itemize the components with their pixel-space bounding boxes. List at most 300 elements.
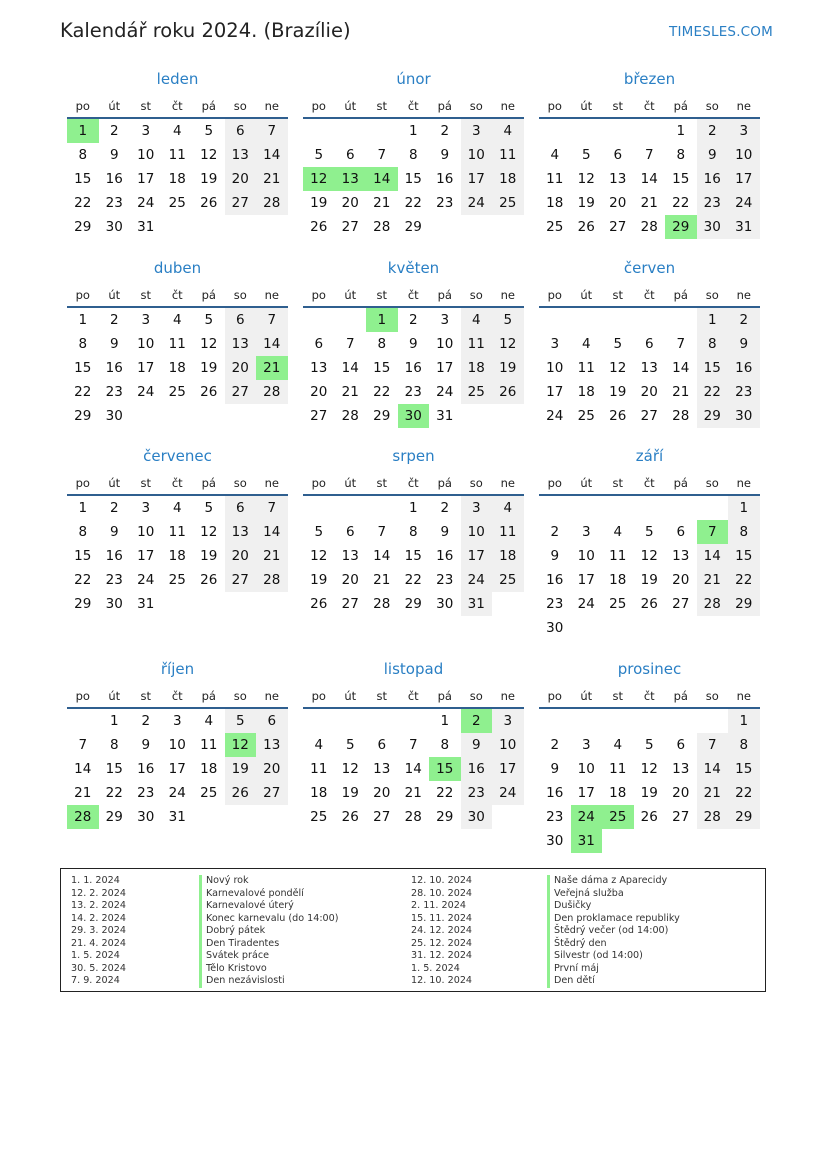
day-cell: 14	[697, 757, 729, 781]
holiday-day-cell: 1	[366, 308, 398, 332]
day-cell: 3	[581, 524, 591, 540]
day-cell: 19	[200, 360, 218, 376]
legend-date: 1. 5. 2024	[71, 950, 120, 961]
weekday-label: čt	[171, 288, 183, 302]
legend-holiday-name: Karnevalové pondělí	[199, 888, 339, 901]
day-cell: 15	[74, 548, 92, 564]
month-name: říjen	[160, 660, 195, 678]
weekday-header	[67, 288, 288, 308]
day-cell: 10	[546, 360, 564, 376]
day-cell: 7	[408, 737, 418, 753]
day-cell: 3	[492, 709, 524, 733]
day-cell: 7	[256, 119, 288, 143]
legend-date: 29. 3. 2024	[71, 925, 126, 936]
day-cell: 17	[577, 572, 595, 588]
day-cell: 17	[577, 785, 595, 801]
weekday-label: út	[344, 288, 357, 302]
day-cell: 25	[310, 809, 328, 825]
day-cell: 25	[546, 219, 564, 235]
weekday-label: čt	[407, 476, 419, 490]
day-cell: 25	[168, 572, 186, 588]
weekday-label: ne	[264, 476, 279, 490]
day-cell: 7	[697, 733, 729, 757]
day-cell: 26	[492, 380, 524, 404]
weekday-label: ne	[736, 689, 751, 703]
day-cell: 25	[168, 384, 186, 400]
day-cell: 12	[492, 332, 524, 356]
day-cell: 1	[408, 123, 418, 139]
day-cell: 4	[204, 713, 214, 729]
day-cell: 15	[672, 171, 690, 187]
legend-holiday-name: Naše dáma z Aparecidy	[547, 875, 680, 888]
legend-holiday-name: Svátek práce	[199, 950, 339, 963]
weekday-label: ne	[736, 99, 751, 113]
legend-holiday-name: Den dětí	[547, 975, 680, 988]
day-cell: 14	[256, 332, 288, 356]
day-cell: 28	[672, 408, 690, 424]
day-cell: 22	[74, 384, 92, 400]
day-cell: 22	[74, 572, 92, 588]
day-cell: 30	[105, 219, 123, 235]
day-cell: 13	[225, 332, 257, 356]
weekday-label: ne	[264, 689, 279, 703]
legend-holiday-name: Štědrý den	[547, 938, 680, 951]
day-cell: 20	[672, 572, 690, 588]
day-cell: 30	[436, 596, 454, 612]
weekday-label: po	[311, 99, 326, 113]
legend-dates	[71, 875, 126, 988]
day-cell: 25	[200, 785, 218, 801]
weekday-label: pá	[437, 99, 452, 113]
holiday-day-cell: 28	[67, 805, 99, 829]
day-cell: 5	[204, 500, 214, 516]
legend-holiday-name: Silvestr (od 14:00)	[547, 950, 680, 963]
legend-names	[547, 875, 680, 988]
day-cell: 10	[137, 147, 155, 163]
day-cell: 22	[697, 380, 729, 404]
day-cell: 23	[461, 781, 493, 805]
day-cell: 20	[225, 167, 257, 191]
day-cell: 29	[404, 596, 422, 612]
day-cell: 27	[225, 380, 257, 404]
day-cell: 9	[408, 336, 418, 352]
day-cell: 12	[310, 548, 328, 564]
legend-date: 1. 5. 2024	[411, 962, 460, 974]
weekday-header	[539, 476, 760, 496]
holiday-day-cell: 24	[571, 805, 603, 829]
month-name: červenec	[143, 447, 212, 465]
day-cell: 9	[440, 524, 450, 540]
day-cell: 2	[728, 308, 760, 332]
day-cell: 26	[640, 596, 658, 612]
legend-date: 2. 11. 2024	[411, 900, 466, 911]
day-cell: 18	[609, 572, 627, 588]
weekday-label: po	[547, 288, 562, 302]
day-cell: 4	[550, 147, 560, 163]
day-cell: 6	[225, 119, 257, 143]
legend-holiday-name: Veřejná služba	[547, 888, 680, 901]
day-cell: 21	[640, 195, 658, 211]
holiday-day-cell: 21	[256, 356, 288, 380]
day-cell: 15	[74, 171, 92, 187]
day-cell: 18	[546, 195, 564, 211]
day-cell: 11	[492, 143, 524, 167]
day-cell: 23	[436, 195, 454, 211]
day-cell: 17	[168, 761, 186, 777]
day-cell: 10	[461, 520, 493, 544]
weekday-label: po	[75, 99, 90, 113]
day-cell: 11	[168, 524, 186, 540]
day-cell: 19	[609, 384, 627, 400]
day-cell: 19	[225, 757, 257, 781]
weekday-label: po	[311, 476, 326, 490]
day-cell: 7	[256, 308, 288, 332]
day-cell: 15	[74, 360, 92, 376]
day-cell: 11	[310, 761, 328, 777]
legend-date: 7. 9. 2024	[71, 975, 120, 986]
day-cell: 14	[640, 171, 658, 187]
holiday-day-cell: 7	[697, 520, 729, 544]
day-cell: 23	[546, 596, 564, 612]
day-cell: 20	[640, 384, 658, 400]
day-cell: 8	[78, 336, 88, 352]
weekday-label: ne	[500, 99, 515, 113]
day-cell: 2	[109, 500, 119, 516]
day-cell: 12	[200, 524, 218, 540]
weekday-label: út	[108, 476, 121, 490]
day-cell: 13	[225, 520, 257, 544]
month-name: září	[635, 447, 664, 465]
day-cell: 22	[404, 572, 422, 588]
day-cell: 12	[640, 548, 658, 564]
day-cell: 5	[644, 737, 654, 753]
day-cell: 31	[168, 809, 186, 825]
day-cell: 26	[200, 384, 218, 400]
holiday-day-cell: 30	[398, 404, 430, 428]
weekday-label: út	[344, 476, 357, 490]
day-cell: 24	[492, 781, 524, 805]
day-cell: 19	[310, 195, 328, 211]
day-cell: 20	[609, 195, 627, 211]
day-cell: 20	[225, 544, 257, 568]
day-cell: 27	[256, 781, 288, 805]
day-cell: 18	[168, 360, 186, 376]
day-cell: 4	[314, 737, 324, 753]
weekday-label: pá	[673, 288, 688, 302]
weekday-label: čt	[643, 689, 655, 703]
day-cell: 15	[404, 548, 422, 564]
day-cell: 27	[373, 809, 391, 825]
day-cell: 13	[225, 143, 257, 167]
day-cell: 10	[577, 761, 595, 777]
legend-holiday-name: Nový rok	[199, 875, 339, 888]
day-cell: 26	[640, 809, 658, 825]
weekday-label: pá	[437, 288, 452, 302]
weekday-label: út	[580, 476, 593, 490]
weekday-label: po	[547, 99, 562, 113]
day-cell: 2	[440, 500, 450, 516]
weekday-label: so	[469, 689, 483, 703]
day-cell: 30	[697, 215, 729, 239]
day-cell: 19	[200, 171, 218, 187]
weekday-label: ne	[500, 689, 515, 703]
day-cell: 23	[728, 380, 760, 404]
day-cell: 28	[256, 380, 288, 404]
day-cell: 9	[109, 336, 119, 352]
legend-holiday-name: Dobrý pátek	[199, 925, 339, 938]
day-cell: 18	[461, 356, 493, 380]
day-cell: 3	[141, 500, 151, 516]
weekday-header	[539, 288, 760, 308]
weekday-label: pá	[201, 689, 216, 703]
day-cell: 10	[137, 524, 155, 540]
day-cell: 26	[341, 809, 359, 825]
weekday-header	[539, 99, 760, 119]
day-cell: 16	[105, 171, 123, 187]
holiday-day-cell: 25	[602, 805, 634, 829]
day-cell: 28	[341, 408, 359, 424]
day-cell: 3	[461, 119, 493, 143]
day-cell: 27	[672, 596, 690, 612]
legend-holiday-name: Tělo Kristovo	[199, 963, 339, 976]
day-cell: 31	[137, 219, 155, 235]
day-cell: 7	[377, 147, 387, 163]
day-cell: 28	[640, 219, 658, 235]
day-cell: 18	[310, 785, 328, 801]
legend-holiday-name: Den nezávislosti	[199, 975, 339, 988]
day-cell: 14	[672, 360, 690, 376]
day-cell: 20	[225, 356, 257, 380]
day-cell: 5	[644, 524, 654, 540]
weekday-label: so	[705, 476, 719, 490]
day-cell: 14	[256, 143, 288, 167]
day-cell: 10	[492, 733, 524, 757]
day-cell: 25	[577, 408, 595, 424]
day-cell: 6	[225, 496, 257, 520]
weekday-label: po	[75, 288, 90, 302]
day-cell: 14	[697, 544, 729, 568]
legend-date: 15. 11. 2024	[411, 912, 473, 924]
day-cell: 25	[492, 191, 524, 215]
day-cell: 3	[141, 312, 151, 328]
weekday-label: so	[469, 99, 483, 113]
weekday-label: čt	[643, 476, 655, 490]
day-cell: 23	[436, 572, 454, 588]
day-cell: 11	[168, 147, 186, 163]
legend-date: 1. 1. 2024	[71, 875, 120, 886]
day-cell: 8	[408, 147, 418, 163]
day-cell: 23	[105, 384, 123, 400]
day-cell: 1	[697, 308, 729, 332]
month-name: srpen	[392, 447, 435, 465]
day-cell: 10	[728, 143, 760, 167]
weekday-label: ne	[736, 476, 751, 490]
day-cell: 21	[697, 781, 729, 805]
day-cell: 16	[546, 572, 564, 588]
day-cell: 28	[697, 805, 729, 829]
legend-date: 12. 10. 2024	[411, 875, 473, 886]
weekday-label: so	[705, 288, 719, 302]
day-cell: 30	[546, 620, 564, 636]
day-cell: 23	[404, 384, 422, 400]
day-cell: 22	[728, 781, 760, 805]
day-cell: 9	[550, 761, 560, 777]
weekday-header	[303, 476, 524, 496]
site-link[interactable]: TIMESLES.COM	[669, 24, 773, 40]
day-cell: 28	[373, 596, 391, 612]
month-name: březen	[623, 70, 676, 88]
day-cell: 20	[341, 572, 359, 588]
day-cell: 9	[109, 147, 119, 163]
legend-date: 31. 12. 2024	[411, 950, 473, 961]
day-cell: 8	[78, 147, 88, 163]
month-name: leden	[156, 70, 199, 88]
day-cell: 10	[168, 737, 186, 753]
day-cell: 1	[440, 713, 450, 729]
holiday-day-cell: 13	[335, 167, 367, 191]
day-cell: 13	[310, 360, 328, 376]
day-cell: 3	[440, 312, 450, 328]
day-cell: 9	[109, 524, 119, 540]
day-cell: 29	[728, 592, 760, 616]
day-cell: 17	[137, 548, 155, 564]
day-cell: 9	[440, 147, 450, 163]
day-cell: 21	[404, 785, 422, 801]
day-cell: 28	[256, 191, 288, 215]
weekday-label: út	[580, 689, 593, 703]
day-cell: 1	[728, 709, 760, 733]
weekday-label: čt	[407, 689, 419, 703]
weekday-label: st	[140, 476, 151, 490]
day-cell: 11	[461, 332, 493, 356]
day-cell: 6	[314, 336, 324, 352]
day-cell: 15	[697, 356, 729, 380]
weekday-header	[539, 689, 760, 709]
day-cell: 21	[74, 785, 92, 801]
legend-dates	[411, 875, 472, 988]
day-cell: 13	[341, 548, 359, 564]
day-cell: 2	[109, 123, 119, 139]
day-cell: 29	[74, 408, 92, 424]
weekday-label: po	[311, 288, 326, 302]
weekday-label: st	[140, 99, 151, 113]
day-cell: 17	[492, 757, 524, 781]
day-cell: 28	[404, 809, 422, 825]
day-cell: 16	[728, 356, 760, 380]
month-name: prosinec	[617, 660, 682, 678]
day-cell: 6	[256, 709, 288, 733]
day-cell: 17	[436, 360, 454, 376]
day-cell: 9	[461, 733, 493, 757]
legend-names	[199, 875, 339, 988]
day-cell: 23	[697, 191, 729, 215]
legend-holiday-name: Štědrý večer (od 14:00)	[547, 925, 680, 938]
day-cell: 26	[310, 596, 328, 612]
weekday-label: st	[376, 689, 387, 703]
weekday-label: pá	[201, 288, 216, 302]
day-cell: 22	[672, 195, 690, 211]
day-cell: 8	[109, 737, 119, 753]
day-cell: 16	[697, 167, 729, 191]
weekday-label: pá	[201, 99, 216, 113]
day-cell: 29	[74, 219, 92, 235]
day-cell: 9	[728, 332, 760, 356]
day-cell: 8	[408, 524, 418, 540]
holiday-day-cell: 14	[366, 167, 398, 191]
day-cell: 3	[172, 713, 182, 729]
day-cell: 21	[672, 384, 690, 400]
day-cell: 29	[697, 404, 729, 428]
day-cell: 27	[310, 408, 328, 424]
day-cell: 12	[640, 761, 658, 777]
day-cell: 28	[697, 592, 729, 616]
day-cell: 4	[613, 737, 623, 753]
weekday-header	[67, 476, 288, 496]
day-cell: 13	[640, 360, 658, 376]
day-cell: 14	[256, 520, 288, 544]
day-cell: 24	[137, 195, 155, 211]
day-cell: 11	[546, 171, 564, 187]
day-cell: 14	[74, 761, 92, 777]
day-cell: 15	[728, 757, 760, 781]
day-cell: 1	[78, 500, 88, 516]
day-cell: 5	[225, 709, 257, 733]
day-cell: 20	[256, 757, 288, 781]
holiday-day-cell: 2	[461, 709, 493, 733]
legend-holiday-name: Konec karnevalu (do 14:00)	[199, 913, 339, 926]
day-cell: 6	[345, 147, 355, 163]
weekday-label: út	[344, 689, 357, 703]
day-cell: 24	[461, 191, 493, 215]
day-cell: 15	[105, 761, 123, 777]
weekday-label: čt	[171, 689, 183, 703]
day-cell: 14	[373, 548, 391, 564]
day-cell: 5	[492, 308, 524, 332]
day-cell: 10	[461, 143, 493, 167]
weekday-label: po	[547, 476, 562, 490]
day-cell: 30	[546, 833, 564, 849]
day-cell: 24	[577, 596, 595, 612]
weekday-label: ne	[736, 288, 751, 302]
weekday-label: st	[612, 476, 623, 490]
day-cell: 4	[172, 312, 182, 328]
legend-date: 12. 10. 2024	[411, 975, 473, 986]
holiday-day-cell: 12	[303, 167, 335, 191]
weekday-label: pá	[673, 476, 688, 490]
day-cell: 5	[314, 147, 324, 163]
day-cell: 12	[341, 761, 359, 777]
day-cell: 21	[373, 195, 391, 211]
day-cell: 2	[550, 524, 560, 540]
day-cell: 5	[204, 123, 214, 139]
month-name: listopad	[383, 660, 444, 678]
day-cell: 26	[577, 219, 595, 235]
weekday-label: st	[376, 476, 387, 490]
day-cell: 4	[613, 524, 623, 540]
day-cell: 9	[697, 143, 729, 167]
day-cell: 5	[314, 524, 324, 540]
day-cell: 9	[550, 548, 560, 564]
day-cell: 16	[461, 757, 493, 781]
day-cell: 24	[137, 384, 155, 400]
weekday-label: út	[108, 689, 121, 703]
weekday-label: út	[108, 288, 121, 302]
month-name: únor	[396, 70, 431, 88]
day-cell: 19	[492, 356, 524, 380]
day-cell: 27	[225, 191, 257, 215]
day-cell: 14	[341, 360, 359, 376]
holiday-day-cell: 1	[67, 119, 99, 143]
